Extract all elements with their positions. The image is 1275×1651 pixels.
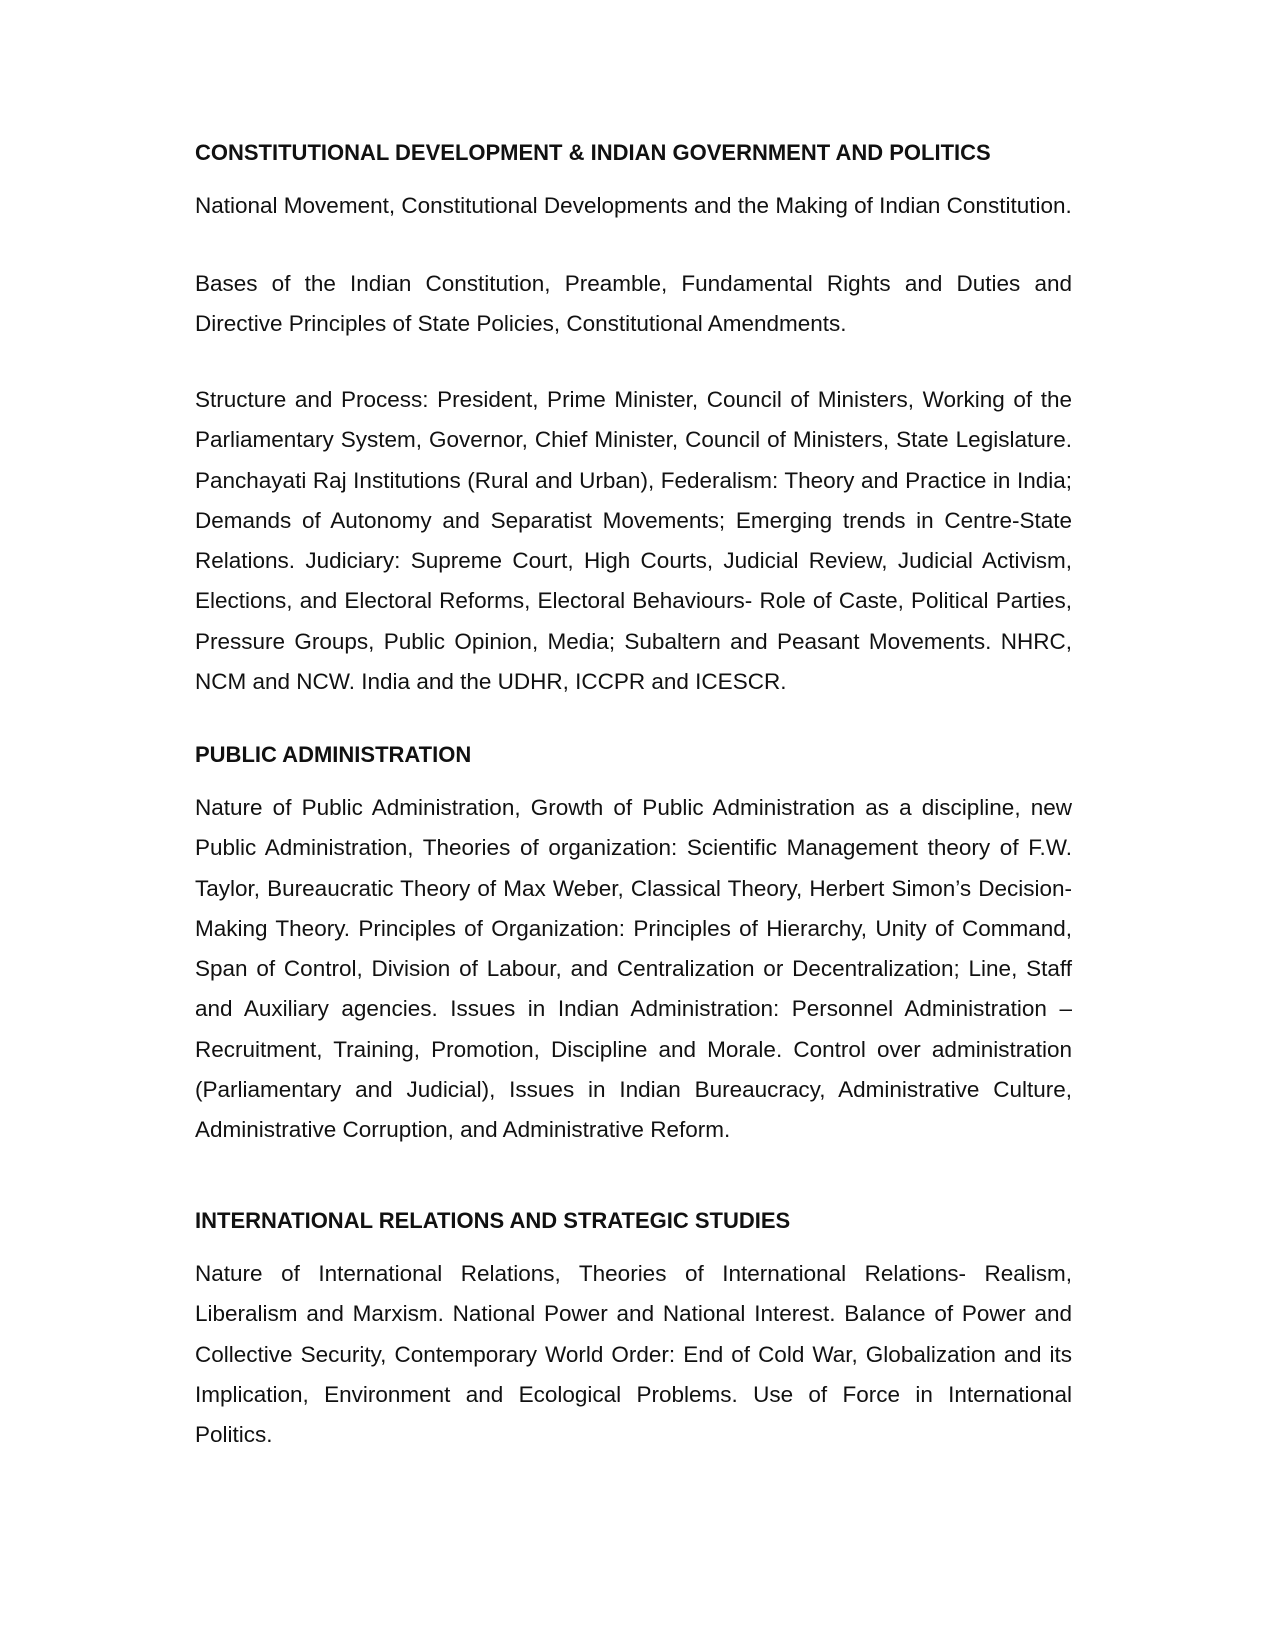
section-heading-public-administration: PUBLIC ADMINISTRATION <box>195 742 472 767</box>
paragraph-nature-of-international-relations: Nature of International Relations, Theories of International Relations- Realism, Liberalism and Marxism. National Power and National Interest. Balance of Power and Collective Security, Contemporary World Order: End of Cold War, Globalization and its Implication, Environment and Ecological Problems. Use of Force in International Politics. <box>195 1261 1072 1448</box>
paragraph-nature-of-public-administration: Nature of Public Administration, Growth of Public Administration as a discipline, new Public Administration, Theories of organization: Scientific Management theory of F.W. Taylor, Bureaucratic Theory of Max Weber, Classical Theory, Herbert Simon’s Decision-Making Theory. Principles of Organization: Principles of Hierarchy, Unity of Command, Span of Control, Division of Labour, and Centralization or Decentralization; Line, Staff and Auxiliary agencies. Issues in Indian Administration: Personnel Administration – Recruitment, Training, Promotion, Discipline and Morale. Control over administration (Parliamentary and Judicial), Issues in Indian Bureaucracy, Administrative Culture, Administrative Corruption, and Administrative Reform. <box>195 795 1072 1143</box>
paragraph-national-movement: National Movement, Constitutional Developments and the Making of Indian Constitution. <box>195 193 1072 218</box>
paragraph-bases-of-constitution: Bases of the Indian Constitution, Preamble, Fundamental Rights and Duties and Directive Principles of State Policies, Constitutional Amendments. <box>195 271 1072 337</box>
section-heading-constitutional-development: CONSTITUTIONAL DEVELOPMENT & INDIAN GOVERNMENT AND POLITICS <box>195 140 991 165</box>
section-heading-international-relations: INTERNATIONAL RELATIONS AND STRATEGIC STUDIES <box>195 1208 791 1233</box>
paragraph-structure-and-process: Structure and Process: President, Prime Minister, Council of Ministers, Working of the Parliamentary System, Governor, Chief Minister, Council of Ministers, State Legislature. Panchayati Raj Institutions (Rural and Urban), Federalism: Theory and Practice in India; Demands of Autonomy and Separatist Movements; Emerging trends in Centre-State Relations. Judiciary: Supreme Court, High Courts, Judicial Review, Judicial Activism, Elections, and Electoral Reforms, Electoral Behaviours- Role of Caste, Political Parties, Pressure Groups, Public Opinion, Media; Subaltern and Peasant Movements. NHRC, NCM and NCW. India and the UDHR, ICCPR and ICESCR. <box>195 387 1072 695</box>
